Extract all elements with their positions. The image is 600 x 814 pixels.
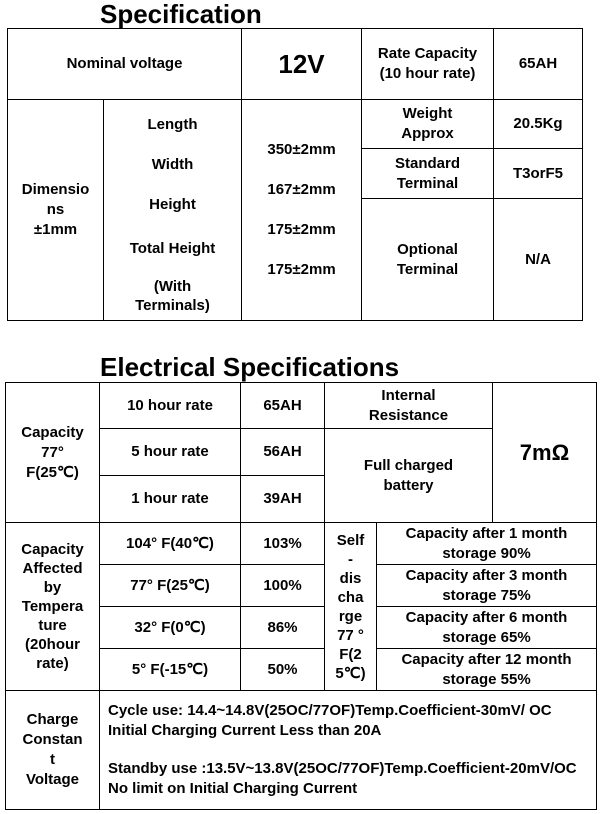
capacity-value: 39AH — [241, 476, 325, 523]
dimension-value-length: 350±2mm — [267, 141, 336, 158]
temperature-row-value: 103% — [241, 523, 325, 565]
nominal-voltage-value: 12V — [242, 29, 362, 100]
spec-title: Specification — [100, 0, 262, 29]
self-discharge-label: Self - dis cha rge 77 ° F(2 5℃) — [325, 523, 377, 691]
temperature-row-temp: 32° F(0℃) — [100, 607, 241, 649]
dimension-names — [104, 100, 242, 321]
dimension-name-width: Width — [151, 156, 194, 173]
elec-title: Electrical Specifications — [100, 352, 400, 382]
dimensions-label: Dimensio ns ±1mm — [8, 100, 104, 321]
internal-resistance-label: Internal Resistance — [325, 383, 493, 429]
dimension-name-total-height: Total Height (With Terminals) — [129, 240, 216, 314]
temperature-row-value: 100% — [241, 565, 325, 607]
dimension-name-height: Height — [149, 196, 196, 213]
storage-row: Capacity after 12 month storage 55% — [377, 649, 597, 691]
capacity-label: Capacity 77° F(25℃) — [6, 383, 100, 523]
full-charged-label: Full charged battery — [325, 429, 493, 523]
nominal-voltage-label: Nominal voltage — [8, 29, 242, 100]
cycle-use-text: Cycle use: 14.4~14.8V(25OC/77OF)Temp.Coefficient-30mV/ OC Initial Charging Current Less than 20A — [108, 702, 552, 739]
optional-terminal-value: N/A — [494, 199, 583, 321]
internal-resistance-value: 7mΩ — [493, 383, 597, 523]
capacity-value: 65AH — [241, 383, 325, 429]
weight-value: 20.5Kg — [494, 100, 583, 149]
elec-table — [5, 382, 597, 810]
weight-label: Weight Approx — [362, 100, 494, 149]
standard-terminal-value: T3orF5 — [494, 149, 583, 199]
capacity-value: 56AH — [241, 429, 325, 476]
storage-row: Capacity after 6 month storage 65% — [377, 607, 597, 649]
dimension-name-length: Length — [147, 116, 198, 133]
capacity-rate: 5 hour rate — [100, 429, 241, 476]
dimension-value-height: 175±2mm — [267, 221, 336, 238]
dimension-value-total-height: 175±2mm — [267, 261, 336, 278]
rate-capacity-value: 65AH — [494, 29, 583, 100]
temperature-row-temp: 5° F(-15℃) — [100, 649, 241, 691]
temperature-row-temp: 77° F(25℃) — [100, 565, 241, 607]
dimension-values — [242, 100, 362, 321]
standard-terminal-label: Standard Terminal — [362, 149, 494, 199]
standby-use-text: Standby use :13.5V~13.8V(25OC/77OF)Temp.Coefficient-20mV/OC No limit on Initial Charging Current — [108, 760, 577, 797]
charge-voltage-details — [100, 691, 597, 810]
temperature-row-value: 50% — [241, 649, 325, 691]
optional-terminal-label: Optional Terminal — [362, 199, 494, 321]
spec-table — [7, 28, 583, 321]
temperature-label: Capacity Affected by Tempera ture (20hour rate) — [6, 523, 100, 691]
capacity-rate: 10 hour rate — [100, 383, 241, 429]
temperature-row-temp: 104° F(40℃) — [100, 523, 241, 565]
temperature-row-value: 86% — [241, 607, 325, 649]
capacity-rate: 1 hour rate — [100, 476, 241, 523]
storage-row: Capacity after 3 month storage 75% — [377, 565, 597, 607]
charge-voltage-label: Charge Constan t Voltage — [6, 691, 100, 810]
storage-row: Capacity after 1 month storage 90% — [377, 523, 597, 565]
dimension-value-width: 167±2mm — [267, 181, 336, 198]
rate-capacity-label: Rate Capacity (10 hour rate) — [362, 29, 494, 100]
